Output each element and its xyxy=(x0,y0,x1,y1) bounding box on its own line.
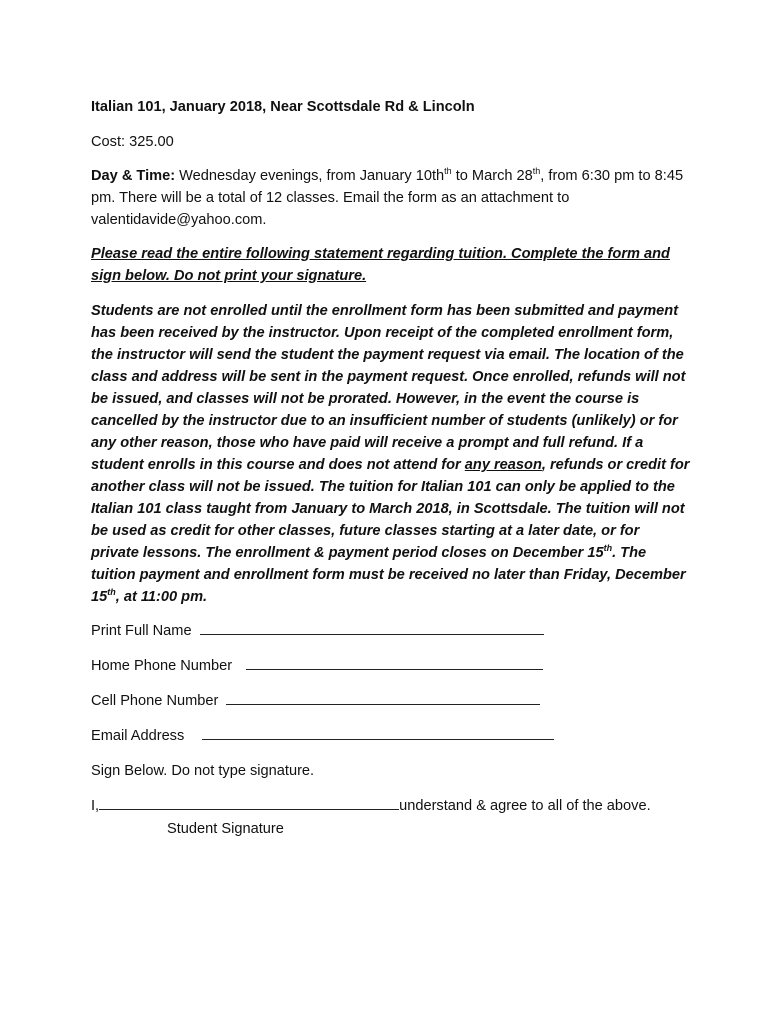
tuition-policy xyxy=(91,300,691,608)
cell-phone-row xyxy=(91,690,691,725)
sign-instruction-row xyxy=(91,760,691,795)
day-time-text-3: , from 6:30 pm to 8:45 pm. There will be a total of 12 classes. Email the form as an attachment to valentidavide@yahoo.com. xyxy=(91,168,684,228)
print-name-field[interactable] xyxy=(200,620,544,635)
print-name-row xyxy=(91,620,691,655)
print-name-label: Print Full Name xyxy=(91,623,192,639)
agreement-prefix: I, xyxy=(91,798,100,814)
cell-phone-field[interactable] xyxy=(226,690,540,705)
cell-phone-label: Cell Phone Number xyxy=(91,693,219,709)
cost-line: Cost: 325.00 xyxy=(91,134,174,150)
policy-underlined-text: any reason xyxy=(464,457,542,473)
home-phone-field[interactable] xyxy=(246,655,543,670)
email-field[interactable] xyxy=(202,725,554,740)
superscript-th: th xyxy=(532,166,541,177)
signature-caption: Student Signature xyxy=(167,821,284,837)
agreement-row xyxy=(91,795,691,823)
email-label: Email Address xyxy=(91,728,185,744)
home-phone-label: Home Phone Number xyxy=(91,658,233,674)
day-time-label: Day & Time: xyxy=(91,168,176,184)
page-title: Italian 101, January 2018, Near Scottsdale Rd & Lincoln xyxy=(91,99,475,115)
superscript-th: th xyxy=(107,587,116,598)
policy-text-3: . The tuition payment and enrollment form must be received no later than Friday, December 15 xyxy=(91,545,686,605)
signature-field[interactable] xyxy=(99,795,399,810)
home-phone-row xyxy=(91,655,691,690)
policy-text-2: , refunds or credit for another class will not be issued. The tuition for Italian 101 can only be applied to the Italian 101 class taught from January to March 2018, in Scottsdale. The tuition will not be used as credit for other classes, future classes starting at a later date, or for private lessons. The enrollment & payment period closes on December 15 xyxy=(91,457,690,561)
policy-text-4: , at 11:00 pm. xyxy=(115,589,208,605)
policy-text-1: Students are not enrolled until the enrollment form has been submitted and payment has been received by the instructor. Upon receipt of the completed enrollment form, the instructor will send the student the payment request via email. The location of the class and address will be sent in the payment request. Once enrolled, refunds will not be issued, and classes will not be prorated. However, in the event the course is cancelled by the instructor due to an insufficient number of students (unlikely) or for any other reason, those who have paid will receive a prompt and full refund. If a student enrolls in this course and does not attend for xyxy=(91,303,686,473)
superscript-th: th xyxy=(444,166,452,177)
email-row xyxy=(91,725,691,760)
day-time-text-1: Wednesday evenings, from January 10th xyxy=(175,168,445,184)
day-time-text-2: to March 28 xyxy=(451,168,533,184)
day-time-paragraph xyxy=(91,165,691,231)
sign-instruction: Sign Below. Do not type signature. xyxy=(91,763,315,779)
tuition-notice: Please read the entire following statement regarding tuition. Complete the form and sign below. Do not print your signature. xyxy=(91,246,670,284)
agreement-suffix: understand & agree to all of the above. xyxy=(399,798,651,814)
superscript-th: th xyxy=(603,543,613,554)
enrollment-form xyxy=(91,96,691,837)
